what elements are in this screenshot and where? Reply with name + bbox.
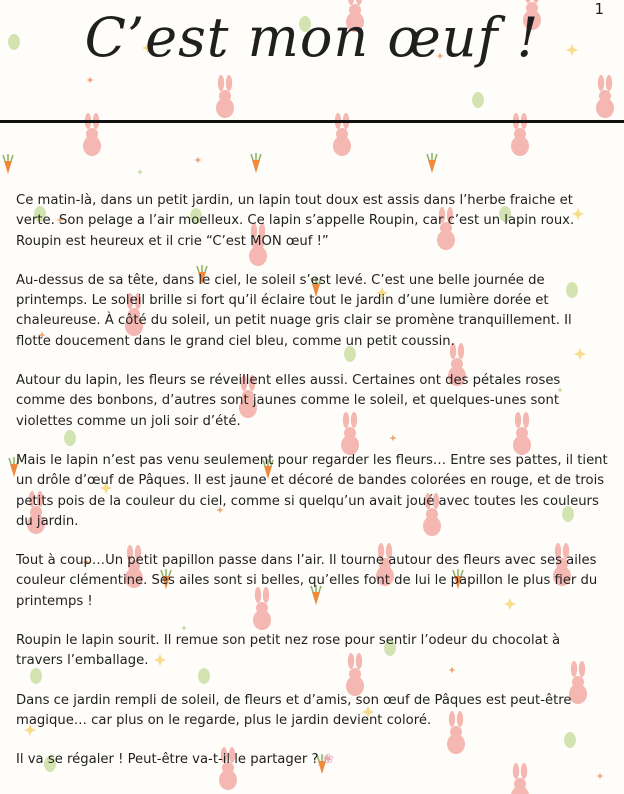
page-number: 1 xyxy=(594,0,604,18)
story-paragraph: Au-dessus de sa tête, dans le ciel, le soleil s’est levé. C’est une belle journée de printemps. Le soleil brille si fort qu’il éclaire tout le jardin d’une lumière dorée et chaleureuse. À côté du soleil, un petit nuage gris clair se promène tranquillement. Il flotte doucement dans le grand ciel bleu, comme un petit coussin. xyxy=(16,272,572,349)
flower-icon: ❀ xyxy=(322,752,334,768)
story-paragraph: Tout à coup…Un petit papillon passe dans l’air. Il tourne autour des fleurs avec ses ailes couleur clémentine. Ses ailes sont si belles, qu’elles font de lui le papillon le plus fier du printemps ! xyxy=(16,553,598,609)
story-paragraph-text: Il va se régaler ! Peut-être va-t-il le partager ? xyxy=(16,752,323,768)
story-paragraph: Dans ce jardin rempli de soleil, de fleurs et d’amis, son œuf de Pâques est peut-être magique… car plus on le regarde, plus le jardin devient coloré. xyxy=(16,692,572,728)
story-text xyxy=(16,191,610,790)
story-paragraph: Autour du lapin, les fleurs se réveillent elles aussi. Certaines ont des pétales roses comme des bonbons, d’autres sont jaunes comme le soleil, et quelques-unes sont violettes comme un joli soir d’été. xyxy=(16,373,561,429)
story-paragraph: Roupin le lapin sourit. Il remue son petit nez rose pour sentir l’odeur du chocolat à travers l’emballage. xyxy=(16,633,561,669)
title-divider xyxy=(0,120,624,123)
story-paragraph-last xyxy=(16,750,610,770)
story-paragraph: Mais le lapin n’est pas venu seulement pour regarder les fleurs… Entre ses pattes, il tient un drôle d’œuf de Pâques. Il est jaune et décoré de bandes colorées en rouge, et de trois petits pois de la couleur du ciel, comme si quelqu’un avait joué avec toutes les couleurs du jardin. xyxy=(16,452,608,529)
page-title: C’est mon œuf ! xyxy=(84,6,540,69)
story-paragraph: Ce matin-là, dans un petit jardin, un lapin tout doux est assis dans l’herbe fraiche et verte. Son pelage a l’air moelleux. Ce lapin s’appelle Roupin, car c’est un lapin roux. Roupin est heureux et il crie “C’est MON œuf !” xyxy=(16,193,575,249)
